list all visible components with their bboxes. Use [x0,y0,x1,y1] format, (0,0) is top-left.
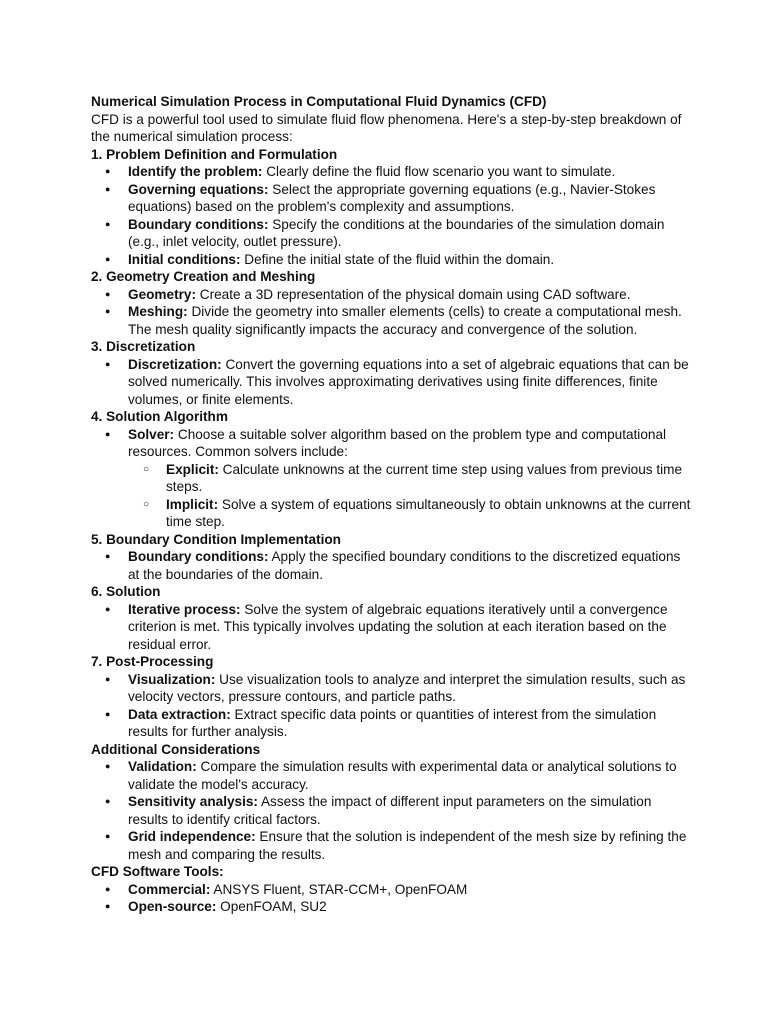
item-term: Initial conditions: [128,251,241,267]
item-term: Boundary conditions: [128,216,269,232]
sections-container [91,146,691,916]
item-term: Iterative process: [128,601,241,617]
item-term: Commercial: [128,881,211,897]
bullet-list [91,671,691,741]
bullet-list [91,286,691,339]
list-item [91,898,691,916]
section-heading: CFD Software Tools: [91,864,224,879]
section-heading: 5. Boundary Condition Implementation [91,531,341,547]
item-text: Assess the impact of different input parameters on the simulation results to identify critical factors. [128,794,652,827]
sub-item-term: Explicit: [166,461,219,477]
item-text: Create a 3D representation of the physical domain using CAD software. [196,286,631,302]
item-term: Data extraction: [128,706,231,722]
item-term: Geometry: [128,286,196,302]
item-term: Meshing: [128,304,188,319]
item-text: OpenFOAM, SU2 [216,899,327,914]
item-text: Use visualization tools to analyze and interpret the simulation results, such as velocity vectors, pressure contours, and particle paths. [128,671,686,704]
list-item [91,793,691,828]
bullet-list [91,356,691,409]
item-term: Identify the problem: [128,164,263,179]
item-text: ANSYS Fluent, STAR-CCM+, OpenFOAM [210,881,468,897]
item-text: Solve the system of algebraic equations iteratively until a convergence criterion is met. This typically involves updating the solution at each iteration based on the residual error. [128,601,668,652]
item-term: Sensitivity analysis: [128,794,258,809]
bullet-list [91,758,691,863]
bullet-list [91,548,691,583]
item-text: Compare the simulation results with experimental data or analytical solutions to validate the model's accuracy. [128,759,677,792]
item-text: Define the initial state of the fluid within the domain. [240,251,555,267]
section-heading: 3. Discretization [91,339,196,354]
list-item [91,601,691,654]
section-heading: Additional Considerations [91,741,261,757]
section-heading: 2. Geometry Creation and Meshing [91,269,316,284]
list-item [91,251,691,269]
item-term: Grid independence: [128,829,256,844]
list-item [91,181,691,216]
document-title: Numerical Simulation Process in Computational Fluid Dynamics (CFD) [91,94,547,109]
item-text: Extract specific data points or quantities of interest from the simulation results for further analysis. [128,706,657,739]
bullet-list [91,426,691,531]
list-item [91,356,691,409]
item-term: Open-source: [128,899,217,914]
item-term: Governing equations: [128,181,269,197]
list-item [91,548,691,583]
section-heading: 6. Solution [91,584,161,599]
document-page [91,93,691,916]
list-item [91,303,691,338]
item-text: Ensure that the solution is independent of the mesh size by refining the mesh and comparing the results. [128,829,687,862]
list-item [91,706,691,741]
item-term: Solver: [128,426,175,442]
bullet-list [91,601,691,654]
section-heading: 1. Problem Definition and Formulation [91,146,338,162]
sub-bullet-list [128,461,691,531]
list-item [91,163,691,181]
list-item [91,426,691,531]
list-item [91,881,691,899]
list-item [91,758,691,793]
sub-list-item [128,496,691,531]
item-term: Visualization: [128,671,216,687]
item-text: Clearly define the fluid flow scenario you want to simulate. [262,164,616,179]
intro-paragraph: CFD is a powerful tool used to simulate fluid flow phenomena. Here's a step-by-step breakdown of the numerical simulation process: [91,111,682,144]
list-item [91,216,691,251]
item-term: Boundary conditions: [128,549,269,564]
item-term: Validation: [128,759,197,774]
item-text: Divide the geometry into smaller elements (cells) to create a computational mesh. The mesh quality significantly impacts the accuracy and convergence of the solution. [128,304,682,337]
item-text: Convert the governing equations into a set of algebraic equations that can be solved numerically. This involves approximating derivatives using finite differences, finite volumes, or finite elements. [128,356,689,407]
sub-item-text: Calculate unknowns at the current time step using values from previous time steps. [166,461,683,494]
bullet-list [91,163,691,268]
item-text: Specify the conditions at the boundaries of the simulation domain (e.g., inlet velocity, outlet pressure). [128,216,665,249]
list-item [91,671,691,706]
list-item [91,286,691,304]
sub-list-item [128,461,691,496]
list-item [91,828,691,863]
section-heading: 7. Post-Processing [91,654,214,669]
item-text: Apply the specified boundary conditions to the discretized equations at the boundaries of the domain. [128,549,681,582]
item-text: Select the appropriate governing equations (e.g., Navier-Stokes equations) based on the problem's complexity and assumptions. [128,181,656,214]
item-term: Discretization: [128,356,222,372]
bullet-list [91,881,691,916]
section-heading: 4. Solution Algorithm [91,409,228,424]
sub-item-term: Implicit: [166,496,219,512]
item-text: Choose a suitable solver algorithm based on the problem type and computational resources. Common solvers include: [128,426,667,459]
sub-item-text: Solve a system of equations simultaneously to obtain unknowns at the current time step. [166,496,691,529]
